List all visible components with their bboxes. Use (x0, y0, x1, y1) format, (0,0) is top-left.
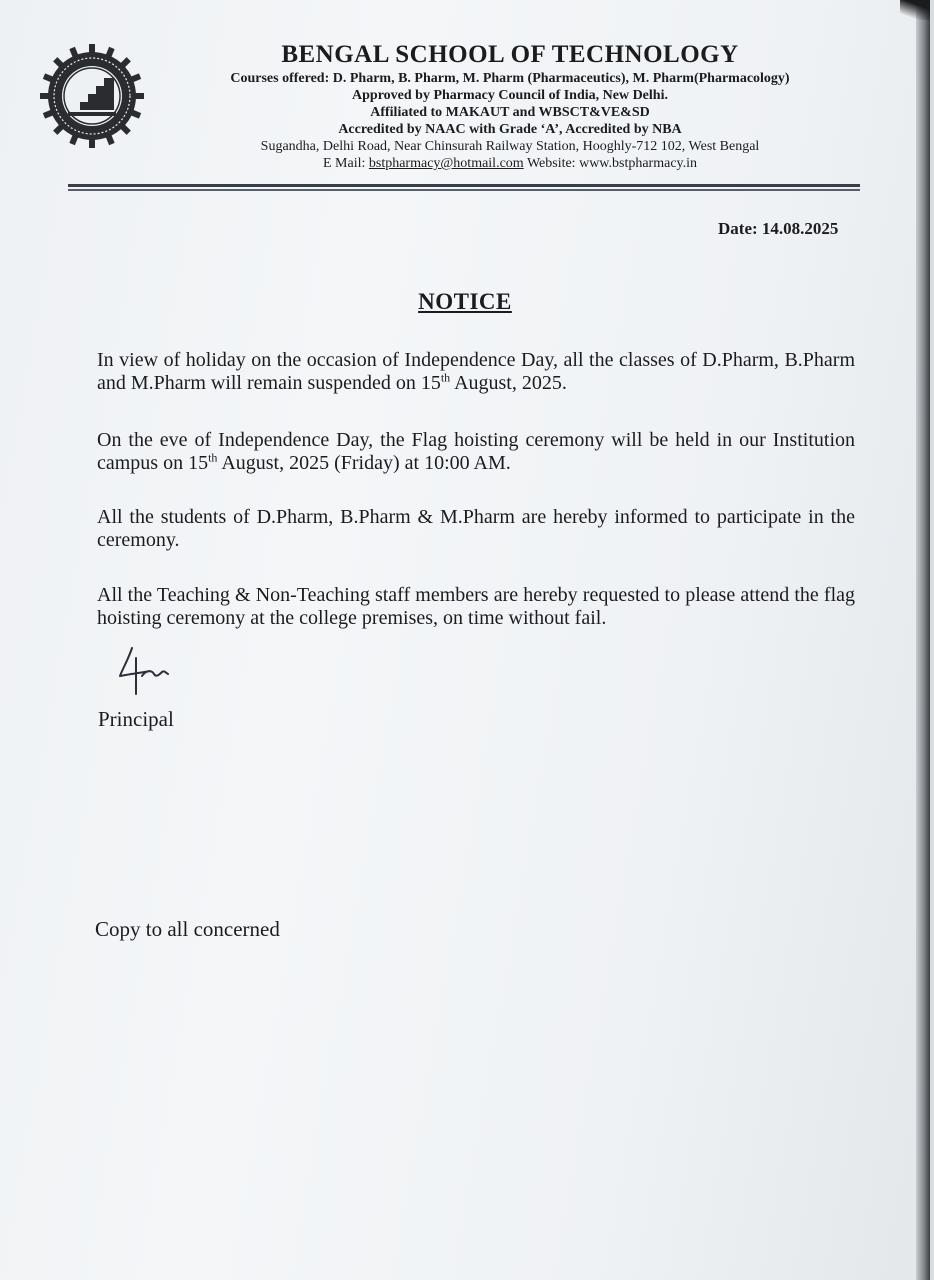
paragraph-text: In view of holiday on the occasion of Independence Day, all the classes of D.Pharm, B.Pharm and M.Pharm will remain suspended on 15 (97, 349, 855, 394)
ordinal-suffix: th (440, 370, 451, 385)
contact-line (160, 155, 860, 172)
institution-seal-icon (38, 42, 146, 150)
paragraph-text: August, 2025. (450, 372, 567, 394)
address-line: Sugandha, Delhi Road, Near Chinsurah Railway Station, Hooghly-712 102, West Bengal (260, 139, 760, 154)
signatory-title: Principal (98, 707, 174, 731)
affiliation-line: Affiliated to MAKAUT and WBSCT&VE&SD (370, 105, 650, 120)
paragraph-text: August, 2025 (Friday) at 10:00 AM. (217, 452, 511, 474)
copy-note: Copy to all concerned (95, 917, 280, 941)
paragraph-holiday (97, 349, 855, 395)
accreditation-line: Accredited by NAAC with Grade ‘A’, Accredited by NBA (338, 122, 682, 137)
email-link[interactable]: bstpharmacy@hotmail.com (368, 156, 524, 171)
email-label: E Mail: (322, 156, 366, 171)
header-divider (68, 184, 860, 187)
website-label: Website: (526, 156, 576, 171)
notice-title: NOTICE (418, 289, 512, 314)
page-corner-shadow (900, 0, 930, 20)
paragraph-text: On the eve of Independence Day, the Flag hoisting ceremony will be held in our Institution campus on 15 (97, 429, 855, 474)
signature-mark (112, 640, 182, 700)
paragraph-staff: All the Teaching & Non-Teaching staff members are hereby requested to please attend the flag hoisting ceremony at the college premises, on time without fail. (97, 584, 855, 629)
institution-name: BENGAL SCHOOL OF TECHNOLOGY (281, 41, 739, 68)
page-edge-shadow (916, 0, 930, 1280)
notice-date: Date: 14.08.2025 (718, 219, 839, 238)
paragraph-students: All the students of D.Pharm, B.Pharm & M.Pharm are hereby informed to participate in the ceremony. (97, 506, 855, 551)
website-link[interactable]: www.bstpharmacy.in (579, 156, 698, 171)
ordinal-suffix: th (208, 450, 218, 465)
courses-offered: Courses offered: D. Pharm, B. Pharm, M. Pharm (Pharmaceutics), M. Pharm(Pharmacology) (230, 71, 790, 86)
header-divider-secondary (68, 189, 860, 191)
letterhead (160, 40, 860, 172)
paragraph-flag-hoisting (97, 429, 855, 475)
approval-line: Approved by Pharmacy Council of India, New Delhi. (352, 88, 668, 103)
